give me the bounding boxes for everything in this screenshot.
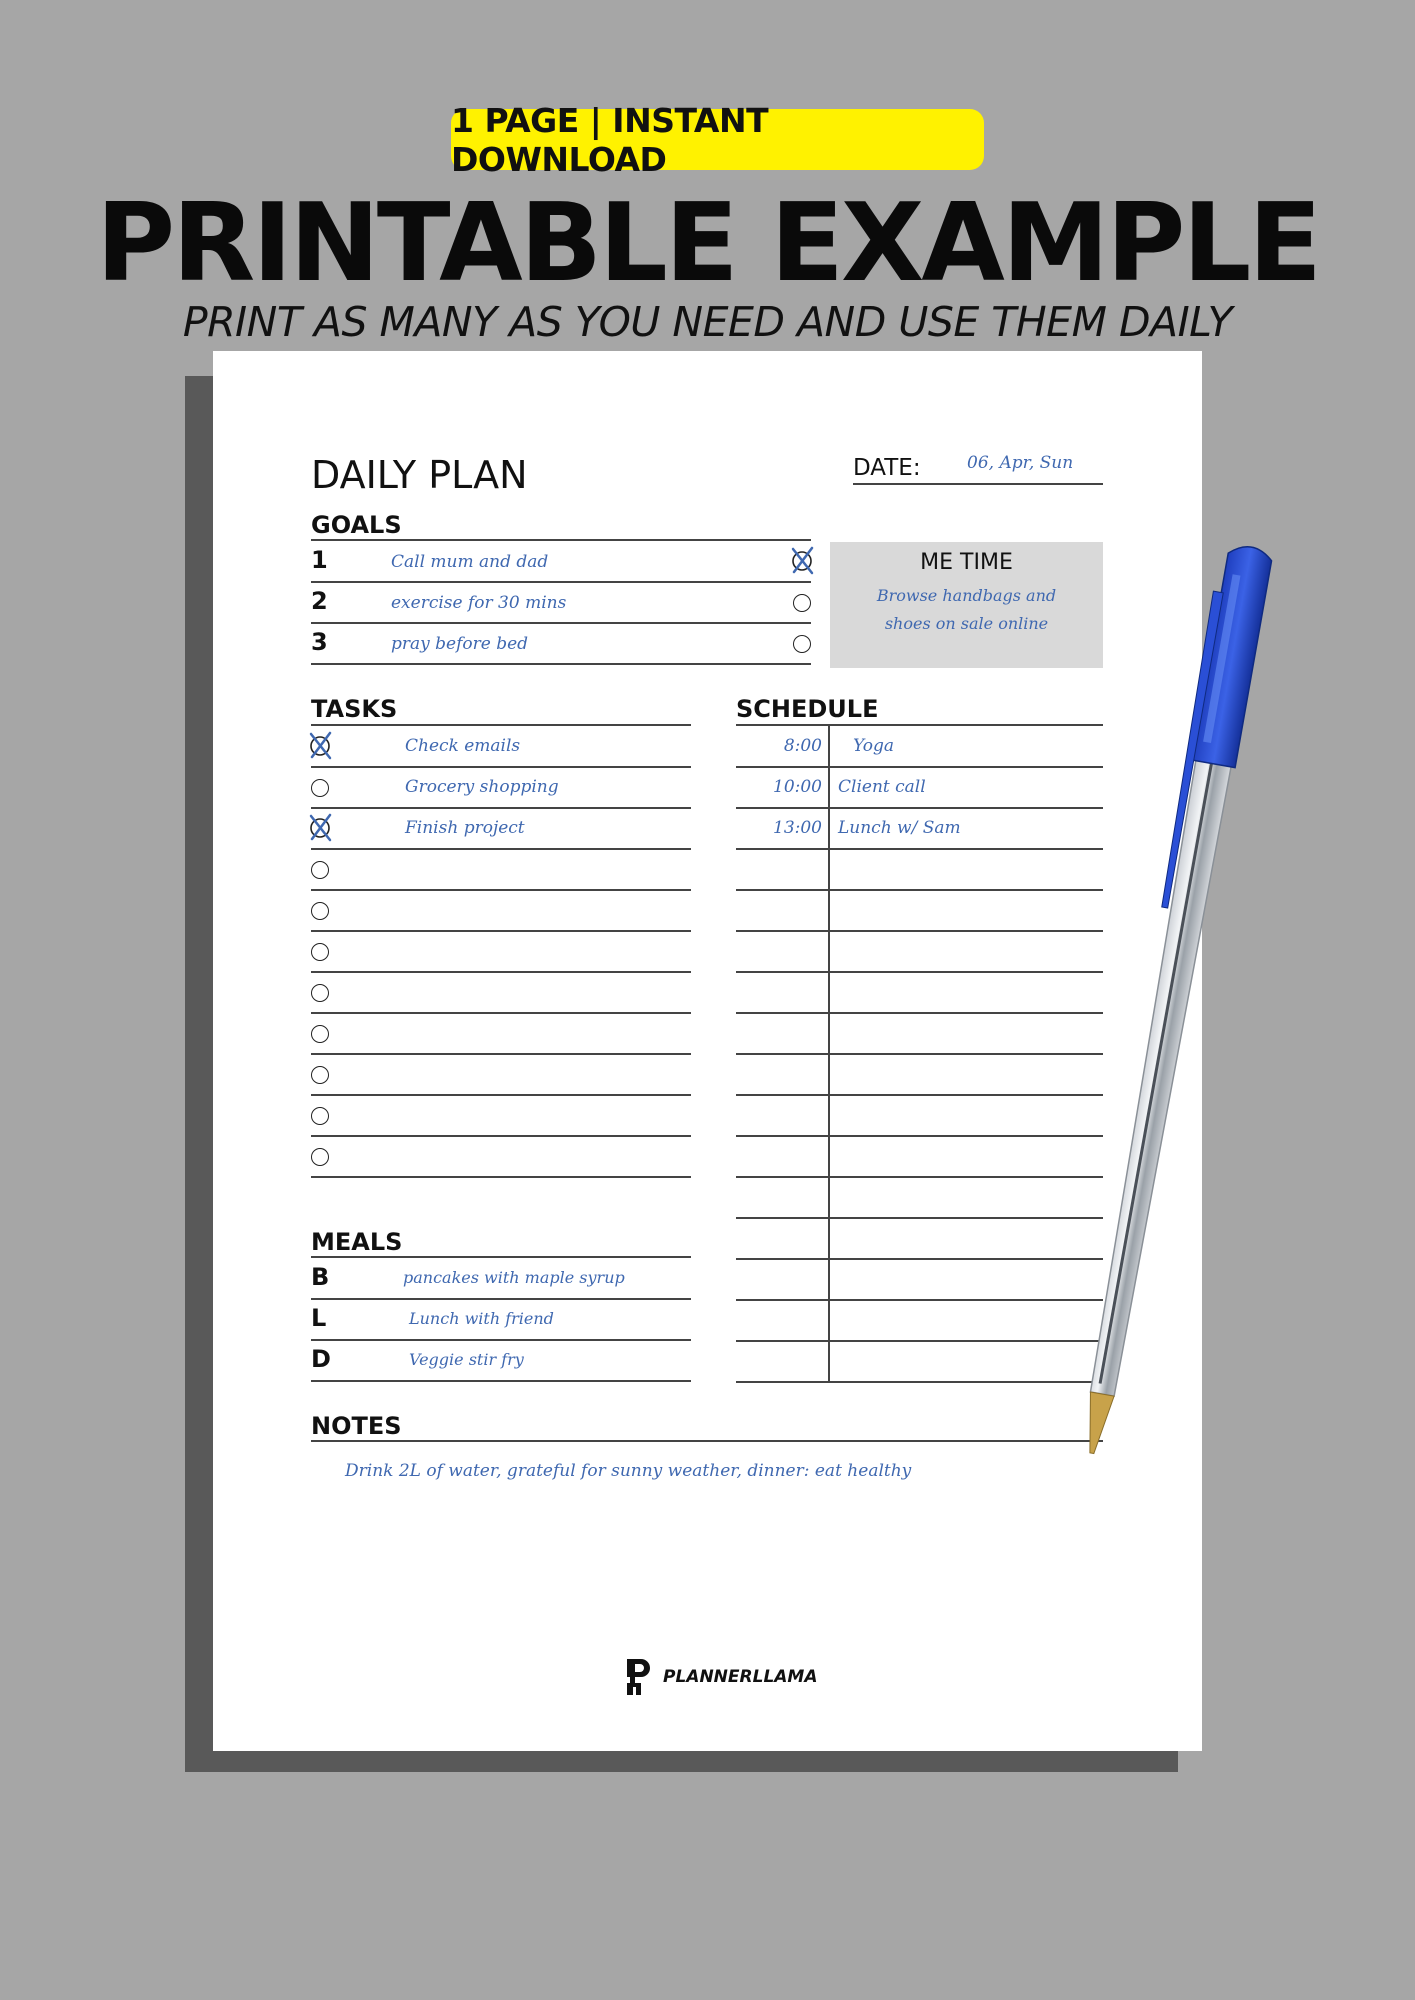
instant-download-badge: 1 PAGE | INSTANT DOWNLOAD (451, 109, 984, 170)
task-rule (311, 971, 691, 973)
goal-text: pray before bed (391, 634, 529, 654)
me-time-line-1: Browse handbags and (876, 586, 1057, 605)
goal-checkbox[interactable] (793, 594, 811, 612)
task-checked-icon[interactable] (308, 812, 334, 842)
plannerllama-logo (623, 1657, 653, 1697)
schedule-row-rule (736, 1176, 1103, 1178)
task-checkbox[interactable] (311, 1066, 329, 1084)
task-rule (311, 1012, 691, 1014)
task-rule (311, 1094, 691, 1096)
meal-text: Lunch with friend (409, 1309, 554, 1328)
schedule-row-rule (736, 1094, 1103, 1096)
schedule-row-rule (736, 1340, 1103, 1342)
schedule-rule (736, 724, 1103, 726)
date-label: DATE: (853, 455, 921, 481)
task-rule (311, 766, 691, 768)
schedule-row-rule (736, 930, 1103, 932)
goal-text: exercise for 30 mins (391, 593, 567, 613)
schedule-row-rule (736, 889, 1103, 891)
schedule-time: 8:00 (783, 736, 822, 756)
schedule-time: 10:00 (773, 777, 822, 797)
me-time-line-2: shoes on sale online (884, 614, 1049, 633)
ballpoint-pen (1060, 530, 1280, 1490)
goals-rule (311, 539, 811, 541)
schedule-event: Yoga (853, 736, 894, 756)
task-checkbox[interactable] (311, 1107, 329, 1125)
task-text: Check emails (405, 736, 521, 756)
goal-text: Call mum and dad (391, 552, 549, 572)
task-rule (311, 807, 691, 809)
task-rule (311, 848, 691, 850)
task-rule (311, 1135, 691, 1137)
goal-number: 1 (311, 546, 328, 574)
meal-text: Veggie stir fry (409, 1350, 524, 1369)
headline: PRINTABLE EXAMPLE (95, 181, 1320, 306)
task-checkbox[interactable] (311, 861, 329, 879)
task-rule (311, 889, 691, 891)
subheadline: PRINT AS MANY AS YOU NEED AND USE THEM DAILY (182, 298, 1233, 346)
goal-number: 3 (311, 628, 328, 656)
goal-rule (311, 581, 811, 583)
meal-label: L (311, 1304, 327, 1332)
meals-rule (311, 1256, 691, 1258)
schedule-row-rule (736, 1217, 1103, 1219)
date-underline (853, 483, 1103, 485)
task-checkbox[interactable] (311, 902, 329, 920)
goal-checkbox[interactable] (793, 635, 811, 653)
notes-text: Drink 2L of water, grateful for sunny weather, dinner: eat healthy (345, 1461, 912, 1481)
schedule-row-rule (736, 1012, 1103, 1014)
task-checkbox[interactable] (311, 984, 329, 1002)
notes-rule (311, 1440, 1103, 1442)
date-value: 06, Apr, Sun (967, 453, 1074, 473)
task-checkbox[interactable] (311, 943, 329, 961)
meal-text: pancakes with maple syrup (403, 1268, 625, 1287)
schedule-row-rule (736, 848, 1103, 850)
task-checkbox[interactable] (311, 1148, 329, 1166)
goal-rule (311, 622, 811, 624)
task-rule (311, 930, 691, 932)
goal-rule (311, 663, 811, 665)
task-checked-icon[interactable] (308, 730, 334, 760)
schedule-row-rule (736, 1299, 1103, 1301)
meal-label: D (311, 1345, 331, 1373)
planner-title: DAILY PLAN (311, 453, 528, 497)
schedule-event: Lunch w/ Sam (838, 818, 961, 838)
meal-rule (311, 1339, 691, 1341)
schedule-heading: SCHEDULE (736, 695, 879, 723)
task-checkbox[interactable] (311, 1025, 329, 1043)
me-time-heading: ME TIME (920, 550, 1013, 575)
goals-heading: GOALS (311, 511, 402, 539)
meals-heading: MEALS (311, 1228, 403, 1256)
brand-name: PLANNERLLAMA (663, 1667, 818, 1687)
schedule-row-rule (736, 766, 1103, 768)
task-text: Grocery shopping (405, 777, 559, 797)
tasks-rule (311, 724, 691, 726)
task-rule (311, 1176, 691, 1178)
schedule-row-rule (736, 1258, 1103, 1260)
notes-heading: NOTES (311, 1412, 402, 1440)
goal-checked-icon[interactable] (790, 545, 816, 575)
task-rule (311, 1053, 691, 1055)
schedule-row-rule (736, 1135, 1103, 1137)
schedule-row-rule (736, 1053, 1103, 1055)
planner-sheet (213, 351, 1202, 1751)
meal-rule (311, 1298, 691, 1300)
schedule-event: Client call (838, 777, 926, 797)
meal-label: B (311, 1263, 330, 1291)
schedule-row-rule (736, 971, 1103, 973)
schedule-time: 13:00 (773, 818, 822, 838)
tasks-heading: TASKS (311, 695, 398, 723)
task-checkbox[interactable] (311, 779, 329, 797)
task-text: Finish project (405, 818, 525, 838)
meal-rule (311, 1380, 691, 1382)
schedule-row-rule (736, 1381, 1103, 1383)
schedule-row-rule (736, 807, 1103, 809)
goal-number: 2 (311, 587, 328, 615)
